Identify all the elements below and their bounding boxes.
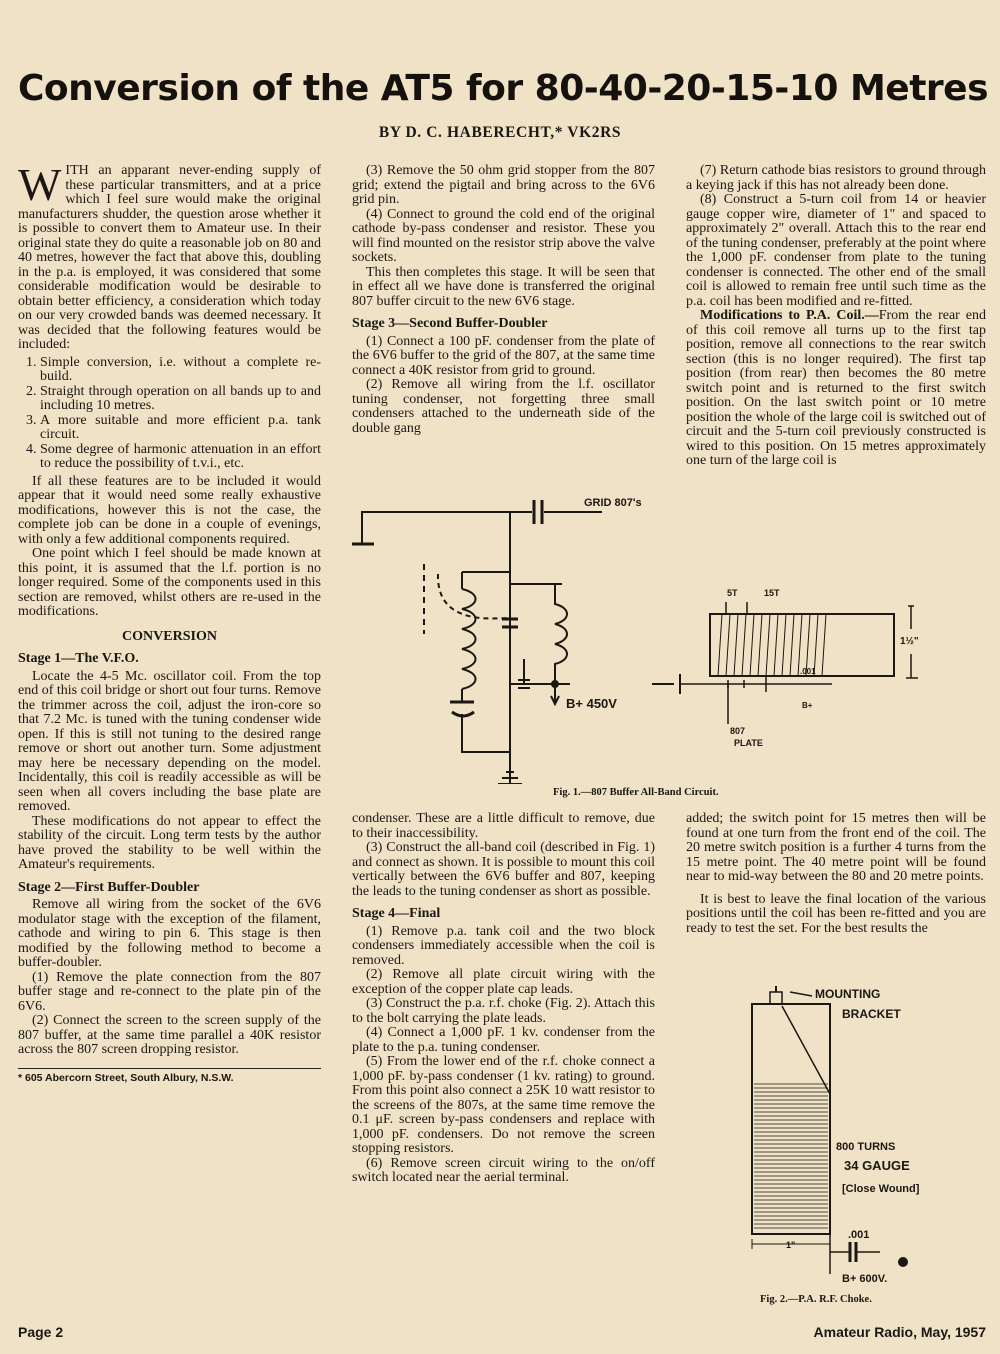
feature-item: 3. A more suitable and more efficient p.a. tank circuit.: [40, 414, 321, 443]
paragraph: (5) From the lower end of the r.f. choke connect a 1,000 pF. by-pass condenser (1 kv. rating) to ground. From this point also connect a 25K 10 watt resistor to the screens of the 807s, at the same time remove the 0.1 μF. screen by-pass condensers and replace with 1,000 pF. condensers. Do not remove the screen stopping resistors.: [352, 1054, 655, 1156]
close-wound-label: [Close Wound]: [842, 1183, 920, 1195]
feature-item: 4. Some degree of harmonic attenuation in an effort to reduce the possibility of t.v.i., etc.: [40, 443, 321, 472]
paragraph: (3) Construct the p.a. r.f. choke (Fig. 2). Attach this to the bolt carrying the plate leads.: [352, 996, 655, 1026]
paragraph: (1) Connect a 100 pF. condenser from the plate of the 6V6 buffer to the grid of the 807, at the same time connect a 40K resistor from grid to ground.: [352, 333, 655, 378]
grid-label: GRID 807's: [584, 497, 642, 509]
column-1: [18, 159, 321, 1085]
column-3-top: [686, 164, 986, 469]
intro-text: ITH an apparant never-ending supply of these particular transmitters, and at a price which I feel sure would make the original manufacturers shudder, the question arose whether it is possible to convert them to Amateur use. In their original state they do quite a reasonable job on 80 and 40 metres, however the fact that above this, doubling in the p.a. is employed, it was considered that some considerable modification would be desirable to obtain better efficiency, a consideration which today on our very crowded bands was deemed necessary. It was decided that the following features would be included:: [18, 163, 321, 352]
bplus-600-label: B+ 600V.: [842, 1273, 888, 1285]
paragraph: These modifications do not appear to effect the stability of the circuit. Long term tests by the author have proved the stability to be well within the Amateur's requirements.: [18, 813, 321, 872]
run-in-text: From the rear end of this coil remove all turns up to the first tap position, remove all connections to the rear switch section (this is no longer required). The first tap position (from rear) then becomes the 80 metre switch point and is returned to the first switch position. On the last switch point or 10 metre position the whole of the large coil is switched out of circuit and the 5-turn coil previously constructed is wired to this position. On 15 metres approximately one turn of the large coil is: [686, 308, 986, 468]
cap-001-label: .001: [800, 667, 816, 676]
dimension-label: 1": [786, 1240, 796, 1250]
plate-807-label: 807: [730, 726, 746, 736]
column-3-bottom: [686, 812, 986, 936]
turns-label: 800 TURNS: [836, 1141, 896, 1153]
bracket-label: BRACKET: [842, 1007, 901, 1021]
stage3-heading: Stage 3—Second Buffer-Doubler: [352, 316, 548, 331]
plate-label: PLATE: [734, 738, 763, 748]
bplus-label: B+ 450V: [566, 696, 617, 711]
figure-1-circuit: [352, 484, 988, 784]
figure-1-caption: Fig. 1.—807 Buffer All-Band Circuit.: [553, 787, 719, 798]
stage1-heading: Stage 1—The V.F.O.: [18, 651, 139, 666]
run-in-heading: Modifications to P.A. Coil.—: [700, 308, 879, 323]
paragraph: This then completes this stage. It will be seen that in effect all we have done is transferred the original 807 buffer circuit to the new 6V6 stage.: [352, 264, 655, 309]
paragraph: (1) Remove the plate connection from the 807 buffer stage and re-connect to the plate pin of the 6V6.: [18, 969, 321, 1014]
paragraph: (2) Remove all plate circuit wiring with the exception of the copper plate cap leads.: [352, 967, 655, 997]
mounting-label: MOUNTING: [815, 987, 881, 1001]
paragraph: (4) Connect a 1,000 pF. 1 kv. condenser from the plate to the p.a. tuning condenser.: [352, 1025, 655, 1055]
author-footnote: * 605 Abercorn Street, South Albury, N.S.W.: [18, 1068, 321, 1086]
stage2-heading: Stage 2—First Buffer-Doubler: [18, 879, 200, 895]
features-list: [18, 356, 321, 472]
paragraph: One point which I feel should be made known at this point, it is assumed that the l.f. portion is no longer required. Some of the components used in this section are removed, whilst others are re-used in the modifications.: [18, 546, 321, 619]
turns-5t-label: 5T: [727, 588, 738, 598]
drop-cap: W: [18, 159, 62, 210]
paragraph: Locate the 4-5 Mc. oscillator coil. From the top end of this coil bridge or short out four turns. Remove the trimmer across the coil, adjust the iron-core so that 7.2 Mc. is tuned with the tuning condenser wide open. If this is still not tuning to the desired range remove or short out another turn. Some adjustment may here be necessary depending on the model. Incidentally, this coil is readily accessible as will be seen when all covers including the base plate are removed.: [18, 668, 321, 814]
feature-item: 1. Simple conversion, i.e. without a complete re-build.: [40, 356, 321, 385]
paragraph: (4) Connect to ground the cold end of the original cathode by-pass condenser and resistor. These you will find mounted on the resistor strip above the valve sockets.: [352, 206, 655, 265]
bplus-small-label: B+: [802, 701, 813, 710]
paragraph: (1) Remove p.a. tank coil and the two block condensers immediately accessible when the coil is removed.: [352, 923, 655, 968]
paragraph: It is best to leave the final location of the various positions until the coil has been re-fitted and you are ready to test the set. For the best results the: [686, 891, 986, 936]
column-2-top: [352, 164, 655, 436]
article-byline: BY D. C. HABERECHT,* VK2RS: [378, 124, 622, 141]
journal-footer: Amateur Radio, May, 1957: [813, 1324, 986, 1340]
column-2-bottom: [352, 812, 655, 1186]
paragraph: (6) Remove screen circuit wiring to the on/off switch located near the aerial terminal.: [352, 1155, 655, 1185]
paragraph: If all these features are to be included it would appear that it would need some really exhaustive modifications, however this is not the case, the complete job can be done in a couple of evenings, with only a few additional components required.: [18, 473, 321, 547]
paragraph: condenser. These are a little difficult to remove, due to their inaccessibility.: [352, 811, 655, 841]
intro-paragraph: [18, 159, 321, 353]
cap-value-label: .001: [848, 1229, 870, 1241]
gauge-label: 34 GAUGE: [844, 1158, 910, 1173]
paragraph: Remove all wiring from the socket of the 6V6 modulator stage with the exception of the filament, cathode and wiring to pin 6. This stage is then modified by the following method to become a buffer-doubler.: [18, 897, 321, 970]
paragraph: (7) Return cathode bias resistors to ground through a keying jack if this has not already been done.: [686, 163, 986, 193]
stage4-heading: Stage 4—Final: [352, 906, 441, 921]
article-title: Conversion of the AT5 for 80-40-20-15-10 Metres: [18, 68, 989, 109]
paragraph: (8) Construct a 5-turn coil from 14 or heavier gauge copper wire, diameter of 1" and spaced to approximately 2" overall. Attach this to the rear end of the tuning condenser, preferably at the point where the 1,000 pF. condenser from plate to the tuning condenser is connected. The other end of the small coil is allowed to remain free until such time as the p.a. coil has been modified and re-fitted.: [686, 192, 986, 309]
paragraph: (2) Connect the screen to the screen supply of the 807 buffer, at the same time parallel a 40K resistor across the 807 screen dropping resistor.: [18, 1013, 321, 1057]
figure-2-caption: Fig. 2.—P.A. R.F. Choke.: [760, 1294, 872, 1305]
figure-2-rf-choke: [720, 984, 970, 1288]
paragraph: (2) Remove all wiring from the l.f. oscillator tuning condenser, not forgetting three small condensers attached to the underneath side of the double gang: [352, 377, 655, 436]
page-number: Page 2: [18, 1324, 64, 1340]
section-heading-conversion: CONVERSION: [122, 628, 217, 644]
paragraph: added; the switch point for 15 metres then will be found at one turn from the front end of the coil. The 20 metre switch position is a further 4 turns from the 15 metre point. The 40 metre point will be found near to mid-way between the 80 and 20 metre points.: [686, 811, 986, 884]
paragraph: [686, 309, 986, 469]
feature-item: 2. Straight through operation on all bands up to and including 10 metres.: [40, 385, 321, 414]
coil-length-label: 1½": [900, 636, 919, 647]
paragraph: (3) Remove the 50 ohm grid stopper from the 807 grid; extend the pigtail and bring across to the 6V6 grid pin.: [352, 163, 655, 207]
paragraph: (3) Construct the all-band coil (described in Fig. 1) and connect as shown. It is possible to mount this coil vertically between the 6V6 buffer and 807, keeping the leads to the tuning condenser as short as possible.: [352, 840, 655, 899]
turns-15t-label: 15T: [764, 588, 780, 598]
